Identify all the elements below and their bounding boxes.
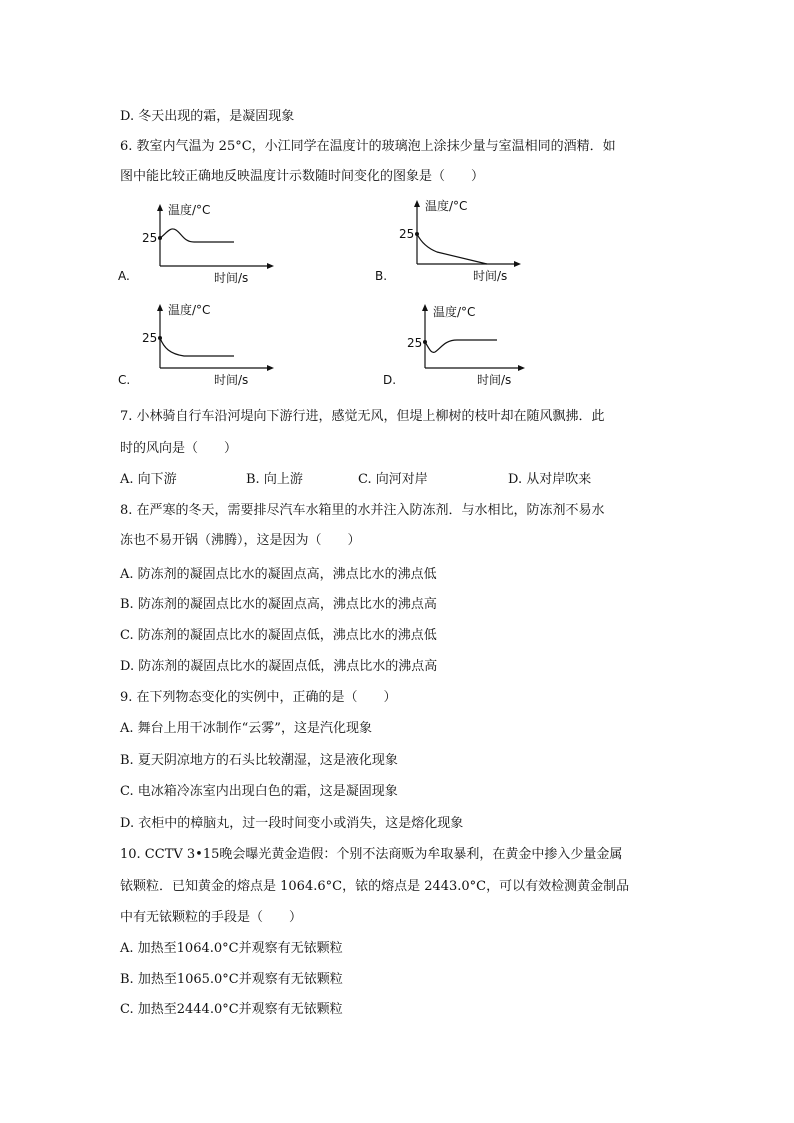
q7-option-c: C. 向河对岸 — [358, 472, 428, 487]
q9-option-c: C. 电冰箱冷冻室内出现白色的霜，这是凝固现象 — [120, 784, 398, 799]
graph-option-a — [118, 198, 278, 288]
graph-a-ylabel: 温度/°C — [168, 203, 211, 217]
graph-b-tick: 25 — [399, 227, 415, 241]
q8-stem-line2: 冻也不易开锅（沸腾），这是因为（ ） — [120, 533, 361, 548]
q7-option-d: D. 从对岸吹来 — [508, 472, 592, 487]
graph-a-xlabel: 时间/s — [214, 271, 249, 285]
q10-stem-line2: 铱颗粒．已知黄金的熔点是 1064.6°C，铱的熔点是 2443.0°C，可以有效检测黄金制品 — [120, 879, 630, 894]
q5-option-d: D. 冬天出现的霜，是凝固现象 — [120, 109, 295, 124]
graph-option-c — [118, 300, 278, 392]
q10-option-c: C. 加热至2444.0°C并观察有无铱颗粒 — [120, 1002, 343, 1017]
q9-stem: 9. 在下列物态变化的实例中，正确的是（ ） — [120, 690, 397, 705]
graph-c-option-label: C. — [118, 373, 131, 387]
q7-stem-line2: 时的风向是（ ） — [120, 441, 238, 456]
graph-c-xlabel: 时间/s — [214, 373, 249, 387]
q10-option-b: B. 加热至1065.0°C并观察有无铱颗粒 — [120, 972, 343, 987]
q7-option-b: B. 向上游 — [246, 472, 303, 487]
graph-a-tick: 25 — [142, 231, 158, 245]
graph-a-option-label: A. — [118, 269, 130, 283]
graph-d-option-label: D. — [383, 373, 397, 387]
graph-c-ylabel: 温度/°C — [168, 303, 211, 317]
q10-option-a: A. 加热至1064.0°C并观察有无铱颗粒 — [120, 941, 343, 956]
q7-option-a: A. 向下游 — [120, 472, 177, 487]
q10-stem-line1: 10. CCTV 3•15晚会曝光黄金造假：个别不法商贩为牟取暴利，在黄金中掺入少量金属 — [120, 847, 623, 862]
q7-stem-line1: 7. 小林骑自行车沿河堤向下游行进，感觉无风，但堤上柳树的枝叶却在随风飘拂．此 — [120, 409, 605, 424]
graph-option-b — [375, 196, 535, 288]
q10-stem-line3: 中有无铱颗粒的手段是（ ） — [120, 910, 303, 925]
graph-b-option-label: B. — [375, 269, 388, 283]
graph-b-xlabel: 时间/s — [473, 269, 508, 283]
q9-option-d: D. 衣柜中的樟脑丸，过一段时间变小或消失，这是熔化现象 — [120, 816, 464, 831]
q6-stem-line2: 图中能比较正确地反映温度计示数随时间变化的图象是（ ） — [120, 169, 485, 184]
graph-d-tick: 25 — [407, 336, 423, 350]
graph-d-xlabel: 时间/s — [477, 373, 512, 387]
graph-c-tick: 25 — [142, 331, 158, 345]
graph-d-ylabel: 温度/°C — [433, 305, 476, 319]
graph-option-d — [383, 300, 543, 392]
graph-b-ylabel: 温度/°C — [425, 199, 468, 213]
q8-option-a: A. 防冻剂的凝固点比水的凝固点高，沸点比水的沸点低 — [120, 567, 437, 582]
q6-stem-line1: 6. 教室内气温为 25°C，小江同学在温度计的玻璃泡上涂抹少量与室温相同的酒精．如 — [120, 139, 616, 154]
q8-option-d: D. 防冻剂的凝固点比水的凝固点低，沸点比水的沸点高 — [120, 659, 438, 674]
q8-stem-line1: 8. 在严寒的冬天，需要排尽汽车水箱里的水并注入防冻剂．与水相比，防冻剂不易水 — [120, 503, 605, 518]
q9-option-b: B. 夏天阴凉地方的石头比较潮湿，这是液化现象 — [120, 753, 398, 768]
q8-option-c: C. 防冻剂的凝固点比水的凝固点低，沸点比水的沸点低 — [120, 628, 437, 643]
q9-option-a: A. 舞台上用干冰制作“云雾”，这是汽化现象 — [120, 721, 372, 736]
q8-option-b: B. 防冻剂的凝固点比水的凝固点高，沸点比水的沸点高 — [120, 597, 437, 612]
